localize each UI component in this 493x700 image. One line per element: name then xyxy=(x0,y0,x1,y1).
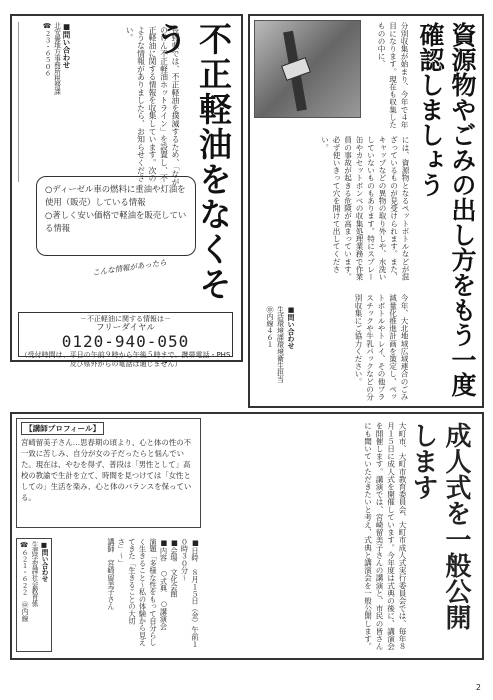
profile-label: 【講師プロフィール】 xyxy=(21,422,104,435)
seijin-body: 大町市、大町市教育委員会、大町市成人式実行委員会では、毎年８月１５日に成人式を開催しています。今年度は式典の後に、講演会を開催します。講演では、宮崎留美子さんの講演と、市民の皆さんにも聞いていただきたいと考え、式典と講演会を一般公開します。 xyxy=(363,422,407,650)
seijin-contact xyxy=(16,538,52,652)
list-item: ○ディーゼル車の燃料に重油や灯油を使用（販売）している情報 xyxy=(45,184,186,207)
photo-spray-can xyxy=(254,20,361,118)
fuel-contact-org: 北安曇地方事務所税務課 xyxy=(52,22,61,95)
seijin-contact-org: 生涯学習課社会教育係 xyxy=(30,541,38,607)
seijin-title: 成人式を一般公開します xyxy=(408,422,471,630)
schedule-item: ■内容 ○式典 ○講演会 xyxy=(159,538,169,630)
fuel-info-list xyxy=(36,176,196,256)
article-fuel xyxy=(10,14,243,368)
waste-text-3: 今年、大北地域広域連合のごみ減量化推進計画を策定し、ペットボトルやトレイ、その他プラスチックや牛乳パックなどの分別収集にご協力ください。 xyxy=(354,294,409,401)
seijin-contact-head: ■問い合わせ xyxy=(40,541,48,582)
fuel-contact-tel: ☎２３・６５０６ xyxy=(43,22,51,77)
schedule-item: ■会場 文化会館 xyxy=(170,538,179,598)
fuel-body: 長野県では、不正軽油を撲滅するため、「ながのけん不正軽油ホットライン」を設置し、不正軽油に関する情報を収集しています。次のような情報がありましたら、お知らせください。 xyxy=(125,26,180,186)
waste-contact-head: ■問い合わせ xyxy=(287,306,295,349)
fuel-contact xyxy=(18,22,71,182)
schedule-item: ■日時 ８月１５日（金）午前１０時３０分～ xyxy=(180,538,200,648)
photo-can xyxy=(281,57,311,81)
waste-text-2: には、資源物となるペットボトルなどが混ざっているものが見受けられます。また、キャップなどの異物の取り外しや、水洗いしていないものもあります。特にスプレー缶やカセットボンベの収集処理業務で作業員の事故が起きる危険が高まっています。必ず使いきって穴を開けて出してください。 xyxy=(320,136,410,281)
waste-title: 資源物やごみの出し方をもう一度確認しましょう xyxy=(416,22,477,397)
lecturer-profile xyxy=(16,418,201,528)
list-item: ○著しく安い価格で軽油を販売している情報 xyxy=(45,210,187,233)
waste-text-1: 分別収集が始まり、今年で４年目になります。現在も収集したものの中に、 xyxy=(377,22,409,129)
waste-contact-org: 生活環境課環境衛生担当 xyxy=(276,306,285,383)
waste-contact xyxy=(254,306,296,406)
hotline-label: フリーダイヤル xyxy=(96,323,155,333)
hotline-box xyxy=(18,312,233,368)
hotline-hours: （受付時間は、平日の午前９時から午後５時まで。携帯電話・PHS及び県外からの電話は通じません） xyxy=(20,351,231,368)
lecture-title: 演題「多様な性をもって自分らしく生きること〜私の体験から見えてきた「生きることの大切さ」〜」 xyxy=(117,538,158,646)
seijin-schedule xyxy=(60,538,200,652)
hotline-head: －不正軽油に関する情報は－ xyxy=(80,315,171,323)
article-seijin xyxy=(10,412,484,660)
fuel-contact-head: ■問い合わせ xyxy=(62,22,71,69)
page-number: 2 xyxy=(475,683,481,692)
hotline-number: 0120-940-050 xyxy=(61,332,190,351)
lecturer-name: 講師 宮崎留美子さん xyxy=(107,538,116,610)
seijin-contact-tel: ☎６２１・６２２ ㊥内線 xyxy=(20,541,28,622)
article-waste xyxy=(248,14,484,408)
fuel-title: 不正軽油をなくそう xyxy=(150,22,233,302)
profile-text: 宮崎留美子さん…思春期の頃より、心と体の性の不一致に苦しみ、自分が女の子だったらと悩んでいた。現在は、やむを得ず、普段は「男性として」高校の教諭で生計を立て、時間を見つけては「女性としての」生活を楽み、心と体のバランスを保っている。 xyxy=(21,438,192,502)
waste-contact-tel: ㊥内線４６１ xyxy=(266,306,274,348)
fuel-note: こんな情報があったら xyxy=(91,257,168,278)
